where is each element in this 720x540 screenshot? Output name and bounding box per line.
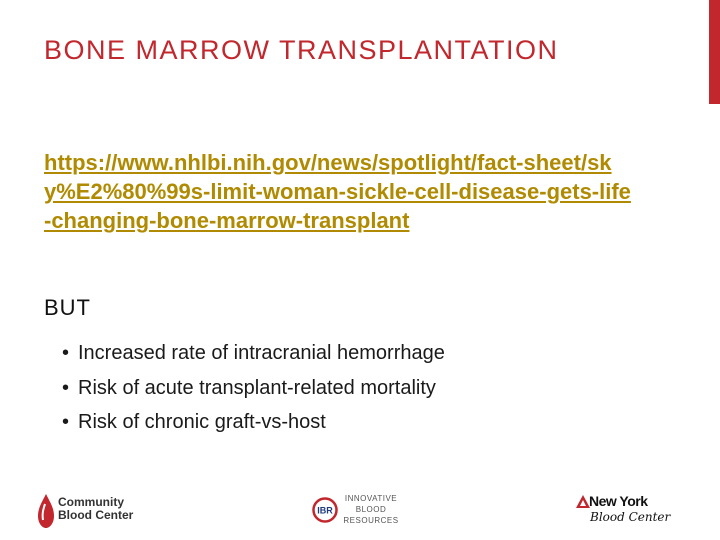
ibr-line3: RESOURCES	[343, 516, 399, 525]
bullet-icon: •	[62, 342, 70, 364]
list-item	[62, 371, 445, 406]
triangle-icon	[576, 495, 590, 508]
list-item	[62, 405, 445, 440]
slide-title: BONE MARROW TRANSPLANTATION	[44, 35, 559, 65]
new-york-blood-center-logo	[576, 493, 676, 533]
ibr-logo-text	[342, 493, 400, 526]
cbc-line2: Blood Center	[58, 508, 134, 522]
subheading: BUT	[44, 295, 91, 320]
bullet-icon: •	[62, 376, 70, 399]
cbc-line1: Community	[58, 495, 124, 509]
ibr-line2: BLOOD	[355, 505, 387, 514]
list-item	[62, 336, 445, 371]
community-blood-center-logo	[36, 490, 146, 532]
bullet-icon: •	[62, 411, 70, 433]
blood-drop-icon	[36, 492, 56, 530]
bullet-text: Risk of acute transplant-related mortality	[78, 376, 436, 399]
bullet-list	[62, 336, 445, 440]
nybc-line1: New York	[589, 493, 648, 509]
bullet-text: Increased rate of intracranial hemorrhage	[78, 342, 445, 364]
nybc-line2: Blood Center	[590, 510, 671, 524]
innovative-blood-resources-logo	[312, 492, 412, 532]
bullet-text: Risk of chronic graft-vs-host	[78, 411, 326, 433]
ibr-badge-icon	[312, 497, 338, 523]
accent-bar	[709, 0, 720, 104]
ibr-line1: INNOVATIVE	[344, 494, 398, 503]
ibr-badge-text: IBR	[317, 505, 333, 516]
cbc-logo-text	[58, 496, 133, 522]
source-link[interactable]: https://www.nhlbi.nih.gov/news/spotlight/fact-sheet/sky%E2%80%99s-limit-woman-sickle-cell-disease-gets-life-changing-bone-marrow-transplant	[44, 150, 631, 233]
